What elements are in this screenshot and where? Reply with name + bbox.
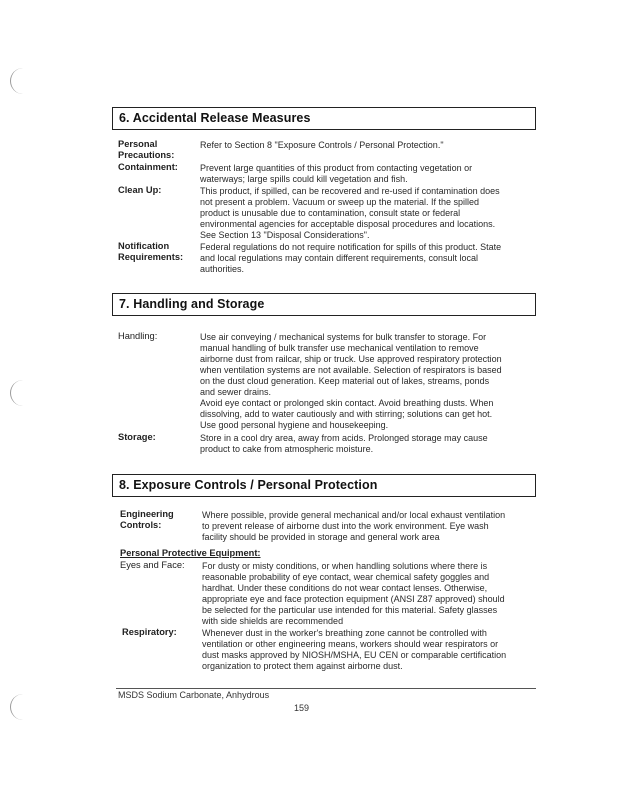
page-number: 159: [294, 703, 310, 713]
cleanup-text-line: not present a problem. Vacuum or sweep up the material. If the spilled: [200, 197, 479, 207]
notification-text-line: Federal regulations do not require notification for spills of this product. State: [200, 242, 502, 252]
respiratory-text-line: ventilation or other engineering means, workers should wear respirators or: [202, 639, 499, 649]
storage-label: Storage:: [118, 432, 156, 442]
cleanup-text-line: environmental agencies for acceptable disposal procedures and locations.: [200, 219, 496, 229]
engineering-controls-label: Engineering: [120, 509, 174, 519]
eyes-text-line: hardhat. Under these conditions do not wear contact lenses. Otherwise,: [202, 583, 488, 593]
personal-precautions-label: Personal: [118, 139, 158, 149]
engineering-controls-label-2: Controls:: [120, 520, 162, 530]
handling-text-line: when ventilation systems are not available. Selection of respirators is based: [200, 365, 502, 375]
handling-text-line: Use good personal hygiene and housekeeping.: [200, 420, 389, 430]
section-6-title: 6. Accidental Release Measures: [119, 111, 311, 125]
handling-label: Handling:: [118, 331, 158, 341]
section-7-header: [112, 293, 536, 316]
eyes-text-line: be selected for the particular use intended for this material. Safety glasses: [202, 605, 498, 615]
footer-rule: [116, 688, 536, 689]
punch-hole-mark: [10, 68, 29, 94]
personal-precautions-label-2: Precautions:: [118, 150, 175, 160]
engineering-text-line: facility should be provided in storage and general work area: [202, 532, 440, 542]
respiratory-label: Respiratory:: [122, 627, 177, 637]
eyes-text-line: reasonable probability of eye contact, wear chemical safety goggles and: [202, 572, 490, 582]
handling-text-line: dissolving, add to water cautiously and with stirring; solutions can get hot.: [200, 409, 493, 419]
notification-text-line: and local regulations may contain different requirements, consult local: [200, 253, 478, 263]
cleanup-label: Clean Up:: [118, 185, 162, 195]
respiratory-text-line: Whenever dust in the worker's breathing zone cannot be controlled with: [202, 628, 487, 638]
engineering-text-line: Where possible, provide general mechanical and/or local exhaust ventilation: [202, 510, 506, 520]
punch-hole-mark: [10, 380, 29, 406]
notification-label-2: Requirements:: [118, 252, 184, 262]
handling-text-line: manual handling of bulk transfer use mechanical ventilation to remove: [200, 343, 479, 353]
cleanup-text-line: This product, if spilled, can be recovered and re-used if contamination does: [200, 186, 500, 196]
containment-text-line: waterways; large spills could kill vegetation and fish.: [200, 174, 408, 184]
engineering-text-line: to prevent release of airborne dust into the work environment. Eye wash: [202, 521, 489, 531]
eyes-text-line: with side shields are recommended: [202, 616, 344, 626]
containment-label: Containment:: [118, 162, 178, 172]
footer-doc-name: MSDS Sodium Carbonate, Anhydrous: [118, 690, 270, 700]
storage-text-line: product to cake from atmospheric moisture.: [200, 444, 374, 454]
handling-text-line: on the dust cloud generation. Keep material out of lakes, streams, ponds: [200, 376, 490, 386]
eyes-text-line: For dusty or misty conditions, or when handling solutions where there is: [202, 561, 488, 571]
section-8-title: 8. Exposure Controls / Personal Protection: [119, 478, 378, 492]
eyes-face-label: Eyes and Face:: [120, 560, 185, 570]
handling-text-line: Avoid eye contact or prolonged skin contact. Avoid breathing dusts. When: [200, 398, 494, 408]
handling-text-line: Use air conveying / mechanical systems for bulk transfer to storage. For: [200, 332, 487, 342]
handling-text-line: airborne dust from railcar, ship or truck. Use approved respiratory protection: [200, 354, 502, 364]
punch-hole-mark: [10, 694, 29, 720]
notification-label: Notification: [118, 241, 170, 251]
personal-precautions-text: Refer to Section 8 "Exposure Controls / Personal Protection.": [200, 140, 444, 150]
eyes-text-line: appropriate eye and face protection equipment (ANSI Z87 approved) should: [202, 594, 505, 604]
handling-text-line: and sewer drains.: [200, 387, 272, 397]
cleanup-text-line: product is unusable due to contamination, consult state or federal: [200, 208, 461, 218]
ppe-heading: Personal Protective Equipment:: [120, 548, 261, 558]
respiratory-text-line: dust masks approved by NIOSH/MSHA, EU CEN or comparable certification: [202, 650, 507, 660]
section-7-title: 7. Handling and Storage: [119, 297, 265, 311]
notification-text-line: authorities.: [200, 264, 245, 274]
containment-text-line: Prevent large quantities of this product from contacting vegetation or: [200, 163, 473, 173]
cleanup-text-line: See Section 13 "Disposal Considerations".: [200, 230, 370, 240]
section-6-header: [112, 107, 536, 130]
respiratory-text-line: organization to protect them against airborne dust.: [202, 661, 403, 671]
storage-text-line: Store in a cool dry area, away from acids. Prolonged storage may cause: [200, 433, 488, 443]
section-8-header: [112, 474, 536, 497]
